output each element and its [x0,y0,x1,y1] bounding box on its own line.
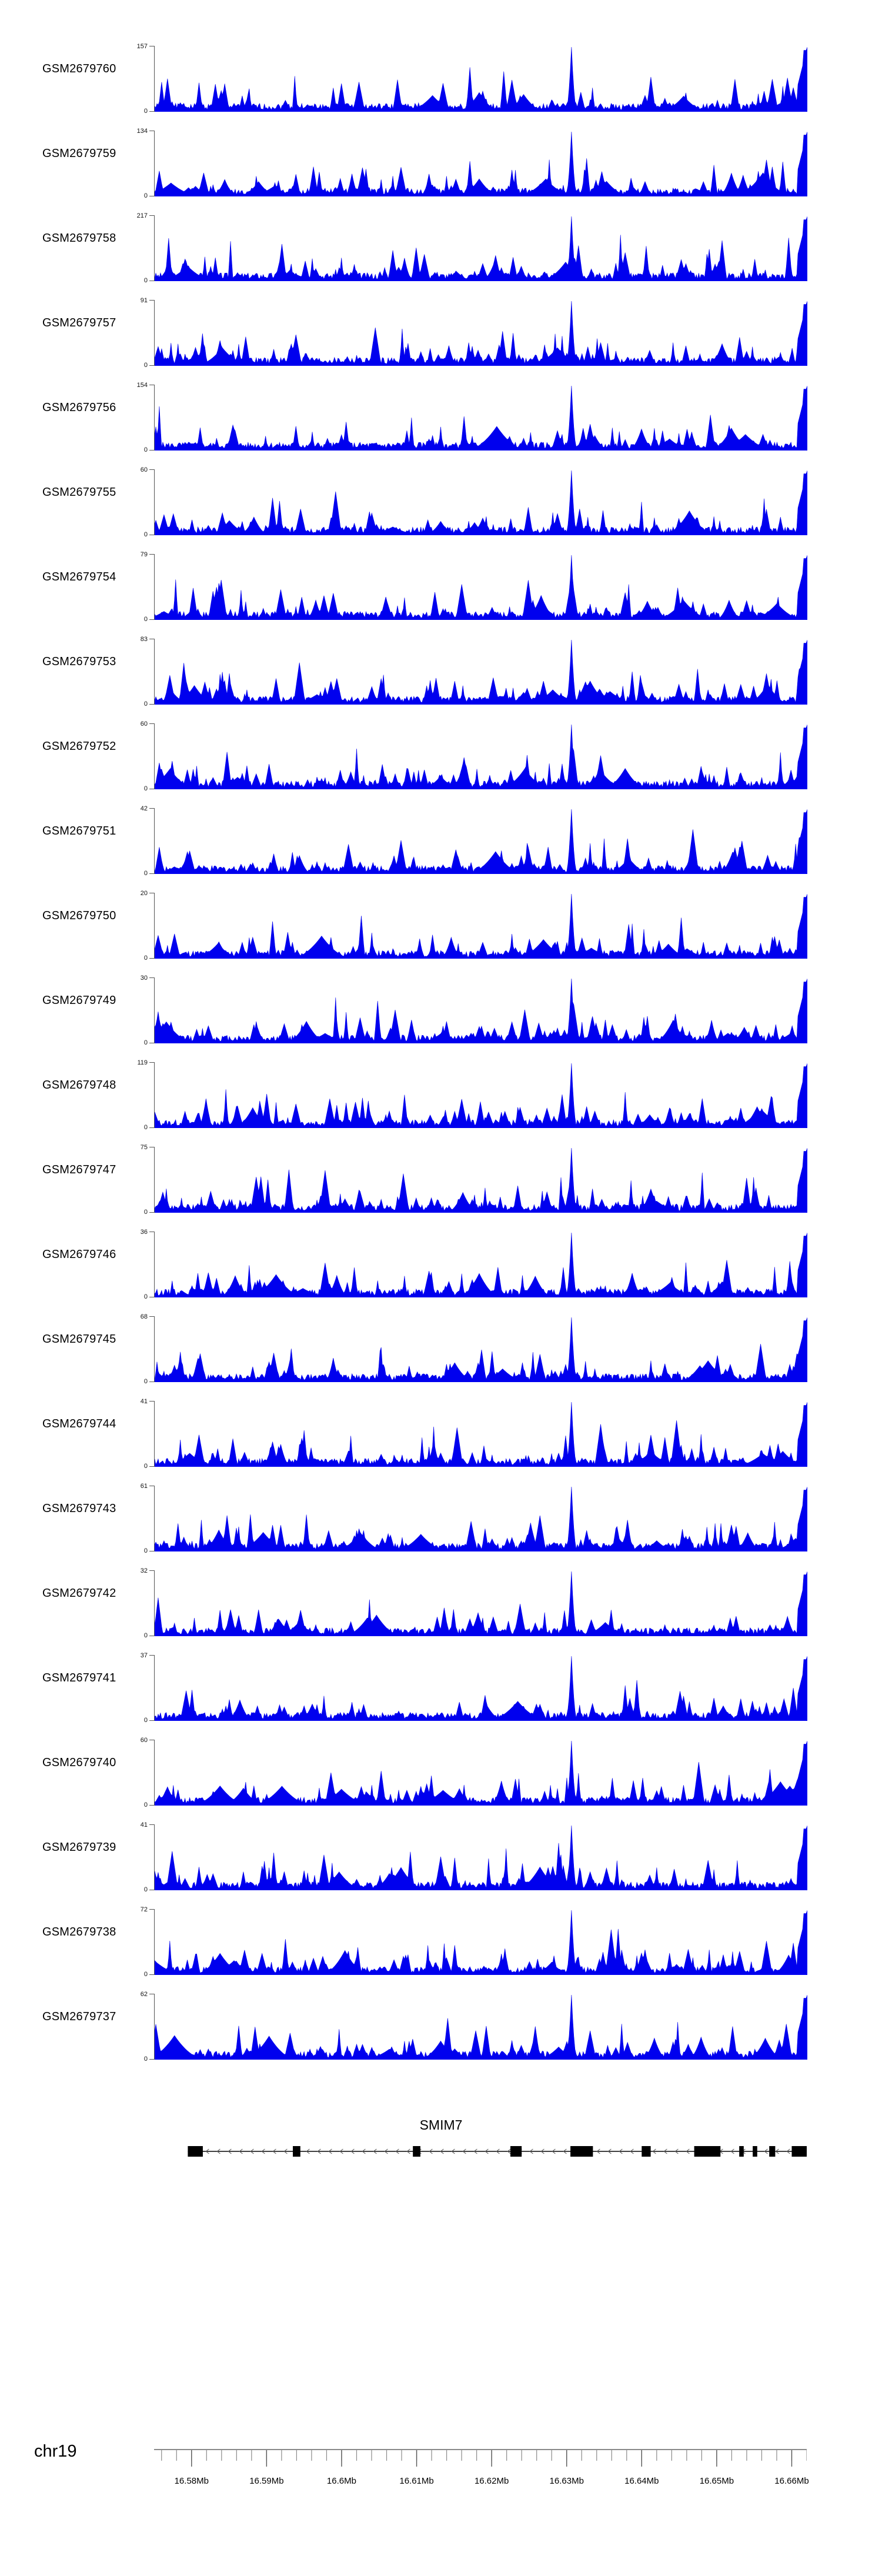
coverage-area-svg [155,893,807,959]
coverage-track[interactable] [0,1983,882,2068]
ruler-tick-label: 16.62Mb [474,2476,509,2486]
y-axis-max-label: 68 [140,1313,148,1320]
y-axis-max-label: 42 [140,805,148,812]
coverage-area-svg [155,977,807,1043]
y-axis-min-label: 0 [143,1971,148,1978]
track-plot-area [140,636,807,708]
coverage-area-path [155,979,807,1043]
coverage-track[interactable] [0,120,882,205]
track-plot-area [136,382,807,453]
gene-exon-block [570,2146,593,2157]
coverage-area-path [155,471,807,535]
gene-name-label: SMIM7 [419,2117,463,2133]
coverage-area-svg [155,1232,807,1297]
y-axis-min-label: 0 [143,1632,148,1639]
coverage-area-svg [155,1824,807,1890]
coverage-track[interactable] [0,1898,882,1983]
y-axis-bottom-tick [149,111,155,112]
y-axis-max-label: 75 [140,1144,148,1151]
track-plot-area [137,1059,807,1131]
coverage-area-svg [155,215,807,281]
coverage-track[interactable] [0,35,882,120]
coverage-area-path [155,47,807,112]
coverage-area-path [155,809,807,874]
track-sample-label: GSM2679749 [42,994,116,1007]
coverage-area-svg [155,46,807,112]
track-plot-area [140,297,807,369]
track-plot-area [140,1652,807,1724]
ruler-tick-label: 16.6Mb [326,2476,356,2486]
track-plot-area [140,1906,807,1978]
y-axis-min-label: 0 [143,1463,148,1470]
track-sample-label: GSM2679747 [42,1163,116,1176]
track-sample-label: GSM2679748 [42,1079,116,1092]
track-sample-label: GSM2679740 [42,1756,116,1769]
y-axis-bottom-tick [149,704,155,705]
y-axis-bottom-tick [149,873,155,874]
y-axis-top-tick [149,1570,155,1571]
coverage-area-svg [155,1570,807,1636]
coverage-area-svg [155,1316,807,1382]
track-sample-label: GSM2679743 [42,1502,116,1515]
ruler-ticks-svg [154,2449,807,2476]
y-axis-min-label: 0 [143,446,148,453]
coverage-track[interactable] [0,713,882,798]
coverage-track[interactable] [0,1052,882,1136]
y-axis-top-tick [149,977,155,978]
coverage-track[interactable] [0,1729,882,1814]
y-axis-min-label: 0 [143,616,148,623]
y-axis-min-label: 0 [143,785,148,792]
ruler-tick-label: 16.61Mb [399,2476,434,2486]
ruler-tick-label: 16.59Mb [249,2476,284,2486]
coverage-track[interactable] [0,628,882,713]
coverage-track[interactable] [0,1560,882,1644]
gene-exon-block [642,2146,650,2157]
y-axis-max-label: 119 [137,1059,148,1066]
coverage-track[interactable] [0,1814,882,1898]
coverage-area-path [155,640,807,705]
track-plot-area [140,1313,807,1385]
y-axis-min-label: 0 [143,108,148,115]
y-axis-top-tick [149,300,155,301]
y-axis-top-tick [149,1062,155,1063]
y-axis-top-tick [149,1655,155,1656]
coverage-area-path [155,1826,807,1890]
coverage-area-path [155,1063,807,1128]
y-axis-min-label: 0 [143,2056,148,2063]
track-sample-label: GSM2679738 [42,1926,116,1938]
chromosome-label: chr19 [34,2442,77,2461]
track-plot-area [140,1398,807,1470]
y-axis-min-label: 0 [143,700,148,708]
y-axis-max-label: 60 [140,720,148,728]
coverage-area-svg [155,1994,807,2060]
y-axis-min-label: 0 [143,277,148,284]
track-sample-label: GSM2679744 [42,1417,116,1430]
coverage-area-svg [155,131,807,196]
track-sample-label: GSM2679737 [42,2010,116,2023]
y-axis-max-label: 60 [140,1737,148,1744]
y-axis-top-tick [149,554,155,555]
track-sample-label: GSM2679746 [42,1248,116,1261]
gene-exon-block [739,2146,744,2157]
y-axis-max-label: 62 [140,1991,148,1998]
coverage-area-svg [155,469,807,535]
coverage-area-path [155,1317,807,1382]
y-axis-min-label: 0 [143,1039,148,1046]
y-axis-max-label: 41 [140,1821,148,1828]
coverage-track[interactable] [0,459,882,543]
coverage-area-path [155,725,807,789]
y-axis-max-label: 36 [140,1229,148,1236]
track-sample-label: GSM2679741 [42,1671,116,1684]
track-plot-area [140,1229,807,1300]
coverage-area-svg [155,1655,807,1721]
track-sample-label: GSM2679752 [42,740,116,753]
track-plot-area [140,1483,807,1554]
y-axis-min-label: 0 [143,1378,148,1385]
track-plot-area [140,1991,807,2063]
track-plot-area [136,128,807,199]
y-axis-bottom-tick [149,1466,155,1467]
y-axis-max-label: 157 [136,43,148,50]
track-plot-area [136,43,807,115]
coverage-area-path [155,555,807,620]
y-axis-max-label: 37 [140,1652,148,1659]
y-axis-top-tick [149,808,155,809]
coverage-track[interactable] [0,967,882,1052]
track-sample-label: GSM2679745 [42,1333,116,1346]
y-axis-max-label: 20 [140,890,148,897]
y-axis-bottom-tick [149,958,155,959]
coverage-track[interactable] [0,289,882,374]
coverage-track[interactable] [0,1475,882,1560]
coverage-area-path [155,216,807,281]
coverage-area-path [155,894,807,959]
y-axis-min-label: 0 [143,1124,148,1131]
track-sample-label: GSM2679750 [42,909,116,922]
track-sample-label: GSM2679757 [42,316,116,329]
coverage-area-path [155,1910,807,1975]
track-sample-label: GSM2679739 [42,1841,116,1854]
coverage-track[interactable] [0,1306,882,1390]
y-axis-max-label: 83 [140,636,148,643]
track-sample-label: GSM2679754 [42,570,116,583]
y-axis-bottom-tick [149,1212,155,1213]
y-axis-top-tick [149,1909,155,1910]
track-plot-area [140,1821,807,1893]
track-sample-label: GSM2679751 [42,825,116,837]
y-axis-max-label: 134 [136,128,148,135]
coverage-track[interactable] [0,798,882,882]
coverage-area-svg [155,808,807,874]
coverage-area-svg [155,1486,807,1551]
coverage-area-svg [155,1740,807,1806]
y-axis-min-label: 0 [143,531,148,538]
ruler-tick-label: 16.64Mb [624,2476,659,2486]
coverage-area-svg [155,1909,807,1975]
coverage-area-path [155,132,807,196]
coverage-track-list [0,35,882,2068]
y-axis-top-tick [149,469,155,470]
track-plot-area [140,805,807,877]
y-axis-max-label: 30 [140,975,148,982]
coverage-area-path [155,1402,807,1467]
track-plot-area [136,212,807,284]
track-sample-label: GSM2679753 [42,655,116,668]
gene-model-svg [154,2140,807,2163]
y-axis-max-label: 217 [136,212,148,219]
gene-exon-block [769,2146,775,2157]
gene-exon-block [413,2146,420,2157]
ruler-tick-label: 16.66Mb [774,2476,809,2486]
y-axis-max-label: 79 [140,551,148,558]
coverage-area-path [155,1741,807,1806]
y-axis-max-label: 154 [136,382,148,389]
coverage-track[interactable] [0,1390,882,1475]
coverage-area-svg [155,385,807,451]
coverage-track[interactable] [0,1221,882,1306]
y-axis-min-label: 0 [143,1209,148,1216]
coverage-area-svg [155,1147,807,1213]
gene-exon-block [293,2146,300,2157]
coverage-area-path [155,1995,807,2060]
track-plot-area [140,1144,807,1216]
y-axis-min-label: 0 [143,1293,148,1300]
coverage-area-path [155,1571,807,1636]
y-axis-top-tick [149,723,155,724]
coverage-track[interactable] [0,543,882,628]
track-sample-label: GSM2679755 [42,486,116,499]
track-sample-label: GSM2679742 [42,1587,116,1600]
track-sample-label: GSM2679760 [42,62,116,75]
y-axis-max-label: 61 [140,1483,148,1490]
coverage-track[interactable] [0,374,882,459]
y-axis-bottom-tick [149,1720,155,1721]
y-axis-min-label: 0 [143,1717,148,1724]
y-axis-top-tick [149,215,155,216]
gene-model-track[interactable] [154,2140,807,2163]
coverage-area-path [155,1487,807,1551]
track-plot-area [140,975,807,1046]
coverage-area-path [155,301,807,366]
y-axis-top-tick [149,1316,155,1317]
coverage-area-svg [155,723,807,789]
gene-exon-block [694,2146,721,2157]
coverage-area-svg [155,639,807,705]
coverage-area-path [155,1233,807,1297]
y-axis-min-label: 0 [143,362,148,369]
ruler-tick-label: 16.63Mb [549,2476,584,2486]
gene-exon-block [791,2146,807,2157]
y-axis-min-label: 0 [143,955,148,962]
coverage-track[interactable] [0,1644,882,1729]
track-plot-area [140,720,807,792]
y-axis-max-label: 32 [140,1567,148,1574]
y-axis-bottom-tick [149,1805,155,1806]
track-plot-area [140,1567,807,1639]
coverage-area-svg [155,1401,807,1467]
track-plot-area [140,890,807,962]
track-sample-label: GSM2679759 [42,147,116,160]
y-axis-max-label: 60 [140,466,148,473]
y-axis-bottom-tick [149,1127,155,1128]
y-axis-top-tick [149,1401,155,1402]
coverage-area-svg [155,1062,807,1128]
y-axis-bottom-tick [149,1974,155,1975]
track-sample-label: GSM2679758 [42,232,116,245]
coverage-track[interactable] [0,1136,882,1221]
track-plot-area [140,466,807,538]
y-axis-min-label: 0 [143,1801,148,1808]
y-axis-min-label: 0 [143,870,148,877]
ruler-tick-label: 16.65Mb [699,2476,734,2486]
y-axis-max-label: 72 [140,1906,148,1913]
coverage-track[interactable] [0,882,882,967]
y-axis-bottom-tick [149,619,155,620]
y-axis-bottom-tick [149,2059,155,2060]
coverage-area-svg [155,300,807,366]
gene-exon-block [188,2146,203,2157]
coverage-track[interactable] [0,205,882,289]
track-plot-area [140,1737,807,1808]
gene-exon-block [753,2146,757,2157]
coverage-area-path [155,1656,807,1721]
ruler-tick-label: 16.58Mb [174,2476,209,2486]
coverage-area-path [155,1148,807,1213]
coverage-area-path [155,386,807,451]
y-axis-min-label: 0 [143,1886,148,1893]
y-axis-min-label: 0 [143,192,148,199]
y-axis-min-label: 0 [143,1547,148,1554]
track-sample-label: GSM2679756 [42,401,116,414]
y-axis-bottom-tick [149,365,155,366]
y-axis-top-tick [149,1824,155,1825]
gene-exon-block [510,2146,522,2157]
y-axis-max-label: 91 [140,297,148,304]
track-plot-area [140,551,807,623]
y-axis-max-label: 41 [140,1398,148,1405]
y-axis-bottom-tick [149,450,155,451]
coverage-area-svg [155,554,807,620]
ruler-tick-labels [154,2476,807,2488]
